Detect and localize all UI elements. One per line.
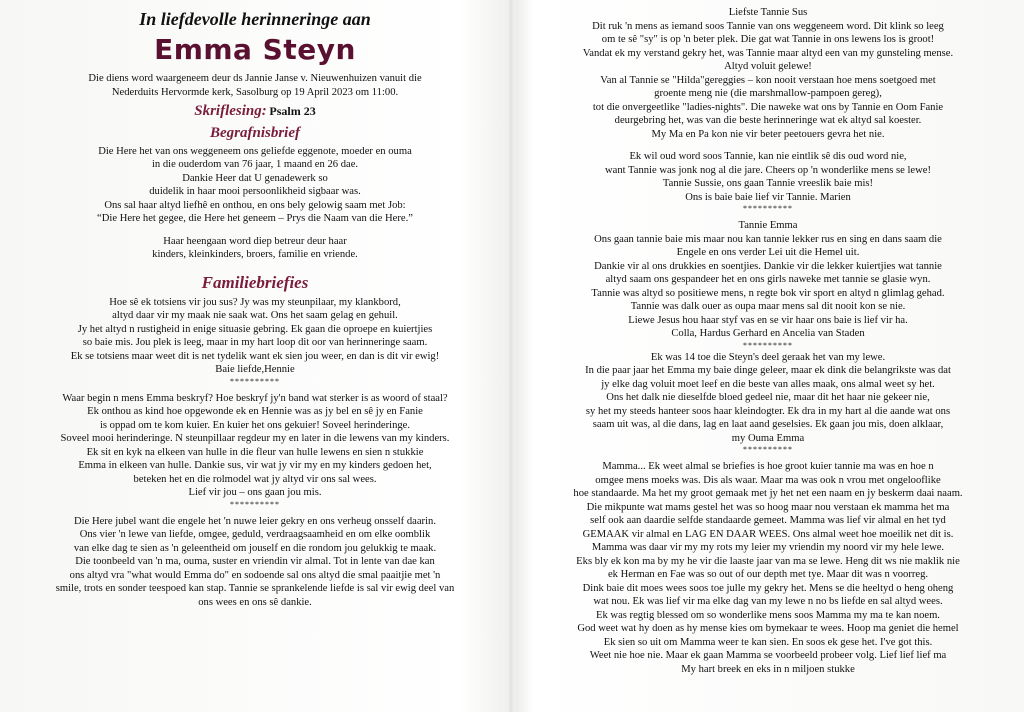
scripture-value: Psalm 23 xyxy=(269,104,316,118)
text-line: Ons vier 'n lewe van liefde, omgee, geduld, verdraagsaamheid en om elke oomblik xyxy=(79,529,431,540)
text-line: GEMAAK vir almal en LAG EN DAAR WEES. Ons almal weet hoe moeilik net dit is. xyxy=(582,528,954,540)
text-line: Ek sit en kyk na elkeen van hulle in die fleur van hulle lewens en sien n stukkie xyxy=(86,446,424,458)
text-line: Emma in elkeen van hulle. Dankie sus, vir wat jy vir my en my kinders gedoen het, xyxy=(78,460,432,471)
text-line: om te sê "sy" is op 'n beter plek. Die gat wat Tannie in ons lewens los is groot! xyxy=(601,34,935,45)
text-line: Die Here het van ons weggeneem ons geliefde eggenote, moeder en ouma xyxy=(98,145,412,157)
separator: ********** xyxy=(743,445,793,454)
letter-greeting: Liefste Tannie Sus xyxy=(728,7,808,18)
text-line: Waar begin n mens Emma beskryf? Hoe beskryf jy'n band wat sterker is as woord of staal? xyxy=(62,392,448,404)
obituary-text xyxy=(10,145,500,262)
text-line: Vandat ek my verstand gekry het, was Tannie maar altyd een van my gunsteling mense. xyxy=(582,47,954,59)
text-line: Liewe Jesus hou haar styf vas en se vir haar ons baie is lief vir ha. xyxy=(628,314,908,326)
right-page xyxy=(518,6,1018,676)
text-line: so baie mis. Jou plek is leeg, maar in my hart loop dit oor van herinneringe saam. xyxy=(82,337,428,348)
text-line: Mamma... Ek weet almal se briefies is hoe groot kuier tannie ma was en hoe n xyxy=(602,461,934,472)
text-line: Tannie was dalk ouer as oupa maar mens sal dit nooit kon se nie. xyxy=(630,301,906,312)
text-line: Dink baie dit moes wees soos toe julle my gekry het. Mens se die heeltyd o heng oheng xyxy=(582,582,954,594)
text-line: My hart breek en eks in n miljoen stukke xyxy=(681,663,855,675)
text-line: sy het my steeds hanteer soos haar kleindogter. Ek dra in my hart al die aande wat ons xyxy=(585,405,951,417)
text-line: omgee mens moeks was. Dis als waar. Maar ma was ook n vrou met ongelooflike xyxy=(595,474,941,486)
family-letter xyxy=(518,460,1018,676)
text-line: want Tannie was jonk nog al die jare. Cheers op 'n wonderlike mens se lewe! xyxy=(604,164,932,176)
text-line: Mamma was daar vir my my rots my leier my vriendin my noord vir my hele lewe. xyxy=(591,542,945,553)
text-line: Weet nie hoe nie. Maar ek gaan Mamma se voorbeeld probeer volg. Lief lief lief ma xyxy=(589,650,947,661)
text-line: smile, trots en sonder teespoed kan stap. Tannie se sprankelende liefde is sal vir ewig deel van xyxy=(55,583,455,594)
page-fold xyxy=(508,0,514,712)
text-line: duidelik in haar mooi persoonlikheid sigbaar was. xyxy=(149,186,361,197)
text-line: Ek onthou as kind hoe opgewonde ek en Hennie was as jy bel en sê jy en Fanie xyxy=(87,406,423,417)
signature-line: Lief vir jou – ons gaan jou mis. xyxy=(188,487,322,498)
left-page xyxy=(10,6,500,609)
text-line: van elke dag te sien as 'n geleentheid om jouself en die rondom jou gelukkig te maak. xyxy=(73,542,437,554)
text-line: ek Herman en Fae was so out of our depth met tye. Maar dit was n voorreg. xyxy=(607,569,929,580)
text-line: altyd daar vir my maak nie saak wat. Ons het saam gelag en gehuil. xyxy=(112,310,398,321)
text-line: Die mikpunte wat mams gestel het was so hoog maar nou verstaan ek mamma het ma xyxy=(586,501,950,513)
text-line: Tannie Sussie, ons gaan Tannie vreeslik baie mis! xyxy=(662,178,874,189)
text-line: Jy het altyd n rustigheid in enige situasie gebring. Ek gaan die oproepe en kuiertjies xyxy=(77,323,433,335)
separator: ********** xyxy=(230,376,280,386)
text-line: “Die Here het gegee, die Here het geneem – Prys die Naam van die Here.” xyxy=(97,213,413,224)
text-line: groente meng nie (die marshmallow-pampoen gereg), xyxy=(654,88,882,99)
signature-line: my Ouma Emma xyxy=(731,432,805,444)
text-line: hoe standaarde. Ma het my groot gemaak met jy het net een naam en jy beskerm daai naam. xyxy=(573,488,963,499)
text-line: saam uit was, al die dans, lag en laat aand geselsies. Ek gaan jou mis, doen alklaar, xyxy=(592,419,944,430)
text-line: altyd saam ons gespandeer het en ons girls naweke met tannie se glasie wyn. xyxy=(605,274,931,285)
family-letter xyxy=(518,6,1018,214)
text-line: Ons gaan tannie baie mis maar nou kan tannie lekker rus en sing en dans saam die xyxy=(594,233,942,245)
text-line: Ek was regtig blessed om so wonderlike mens soos Mamma my ma te kan noem. xyxy=(596,609,940,621)
text-line: is oppad om te kom kuier. En kuier het ons gekuier! Soveel herinderinge. xyxy=(99,419,411,431)
family-letter xyxy=(518,351,1018,456)
text-line: Ek wil oud word soos Tannie, kan nie eintlik sê dis oud word nie, xyxy=(629,151,907,162)
text-line: tot die onvergeetlike "ladies-nights". Die naweke wat ons by Tannie en Oom Fanie xyxy=(592,101,944,113)
intro-heading: In liefdevolle herinneringe aan xyxy=(139,9,371,29)
text-line: Ons het dalk nie dieselfde bloed gedeel nie, maar dit het haar nie gekeer nie, xyxy=(606,392,930,403)
letter-greeting: Tannie Emma xyxy=(738,220,798,231)
text-line: ons wees en ons sê dankie. xyxy=(198,596,312,608)
separator: ********** xyxy=(743,340,793,350)
text-line: My Ma en Pa kon nie vir beter peetouers gevra het nie. xyxy=(651,128,885,140)
obituary-title: Begrafnisbrief xyxy=(210,124,300,141)
service-details xyxy=(10,72,500,99)
family-letter xyxy=(518,219,1018,351)
text-line: ons altyd vra "what would Emma do" en sodoende sal ons altyd die smal paaitjie met 'n xyxy=(69,569,441,581)
text-line: Altyd voluit gelewe! xyxy=(724,61,812,72)
text-line: Ek sien so uit om Mamma weer te kan sien. En soos ek gese het. I've got this. xyxy=(603,636,933,648)
text-line: self ook aan daardie selfde standaarde gemeet. Mamma was lief vir almal en het tyd xyxy=(590,515,946,526)
signature-line: Baie liefde,Hennie xyxy=(215,364,295,375)
text-line: wat nou. Ek was lief vir ma elke dag van my lewe n no bs liefde en sal altyd wees. xyxy=(593,596,943,607)
text-line: Van al Tannie se "Hilda"gereggies – kon nooit verstaan hoe mens soetgoed met xyxy=(600,74,936,86)
text-line: Ons sal haar altyd liefhê en onthou, en ons bely gelowig saam met Job: xyxy=(104,199,406,211)
text-line: jy elke dag voluit moet leef en die beste van alles maak, ons almal weet sy het. xyxy=(601,378,935,390)
text-line: Dit ruk 'n mens as iemand soos Tannie van ons weggeneem word. Dit klink so leeg xyxy=(592,20,944,32)
family-letters-title: Familiebriefies xyxy=(201,272,309,292)
text-line: Soveel mooi herinderinge. N steunpillaar regdeur my en later in die lewens van my kinders. xyxy=(60,433,450,444)
separator: ********** xyxy=(230,499,280,509)
text-line: In die paar jaar het Emma my baie dinge geleer, maar ek dink die belangrikste was dat xyxy=(585,365,951,376)
service-line: Die diens word waargeneem deur ds Jannie Janse v. Nieuwenhuizen vanuit die xyxy=(88,73,422,84)
text-line: Die Here jubel want die engele het 'n nuwe leier gekry en ons verheug onsself daarin. xyxy=(74,515,436,527)
family-letter xyxy=(10,296,500,387)
text-line: kinders, kleinkinders, broers, familie en vriende. xyxy=(152,249,358,260)
signature-line: Colla, Hardus Gerhard en Ancelia van Staden xyxy=(671,328,865,339)
deceased-name: Emma Steyn xyxy=(154,33,356,66)
text-line: Ek se totsiens maar weet dit is net tydelik want ek sien jou weer, en dan is dit vir ewig! xyxy=(70,350,440,362)
text-line: Tannie was altyd so positiewe mens, n regte bok vir sport en altyd n glimlag gehad. xyxy=(591,287,945,299)
text-line: God weet wat hy doen as hy mense kies om bymekaar te wees. Hoop ma geniet die hemel xyxy=(577,623,959,634)
text-line: Haar heengaan word diep betreur deur haar xyxy=(163,235,347,247)
text-line: in die ouderdom van 76 jaar, 1 maand en 26 dae. xyxy=(151,159,359,170)
text-line: Engele en ons verder Lei uit die Hemel uit. xyxy=(676,247,860,258)
text-line: beteken het en die rolmodel wat jy altyd vir ons sal wees. xyxy=(133,473,377,485)
signature-line: Ons is baie baie lief vir Tannie. Marien xyxy=(685,191,851,203)
family-letter xyxy=(10,392,500,510)
text-line: Dankie Heer dat U genadewerk so xyxy=(182,172,328,184)
text-line: Die toonbeeld van 'n ma, ouma, suster en vriendin vir almal. Tot in lente van dae kan xyxy=(75,556,435,567)
family-letter xyxy=(10,515,500,610)
separator: ********** xyxy=(743,204,793,213)
service-line: Nederduits Hervormde kerk, Sasolburg op 19 April 2023 om 11:00. xyxy=(111,86,399,98)
text-line: deurgebring het, was van die beste herinneringe wat ek altyd sal koester. xyxy=(614,115,922,126)
scripture-reading xyxy=(10,105,500,120)
text-line: Eks bly ek kon ma by my he vir die laaste jaar van ma se lewe. Heng dit ws nie maklik nie xyxy=(576,555,960,567)
text-line: Dankie vir al ons drukkies en soentjies. Dankie vir die lekker kuiertjies wat tannie xyxy=(594,260,942,272)
text-line: Ek was 14 toe die Steyn's deel geraak het van my lewe. xyxy=(650,351,886,363)
scripture-label: Skriflesing: xyxy=(194,103,267,119)
text-line: Hoe sê ek totsiens vir jou sus? Jy was my steunpilaar, my klankbord, xyxy=(109,296,401,308)
